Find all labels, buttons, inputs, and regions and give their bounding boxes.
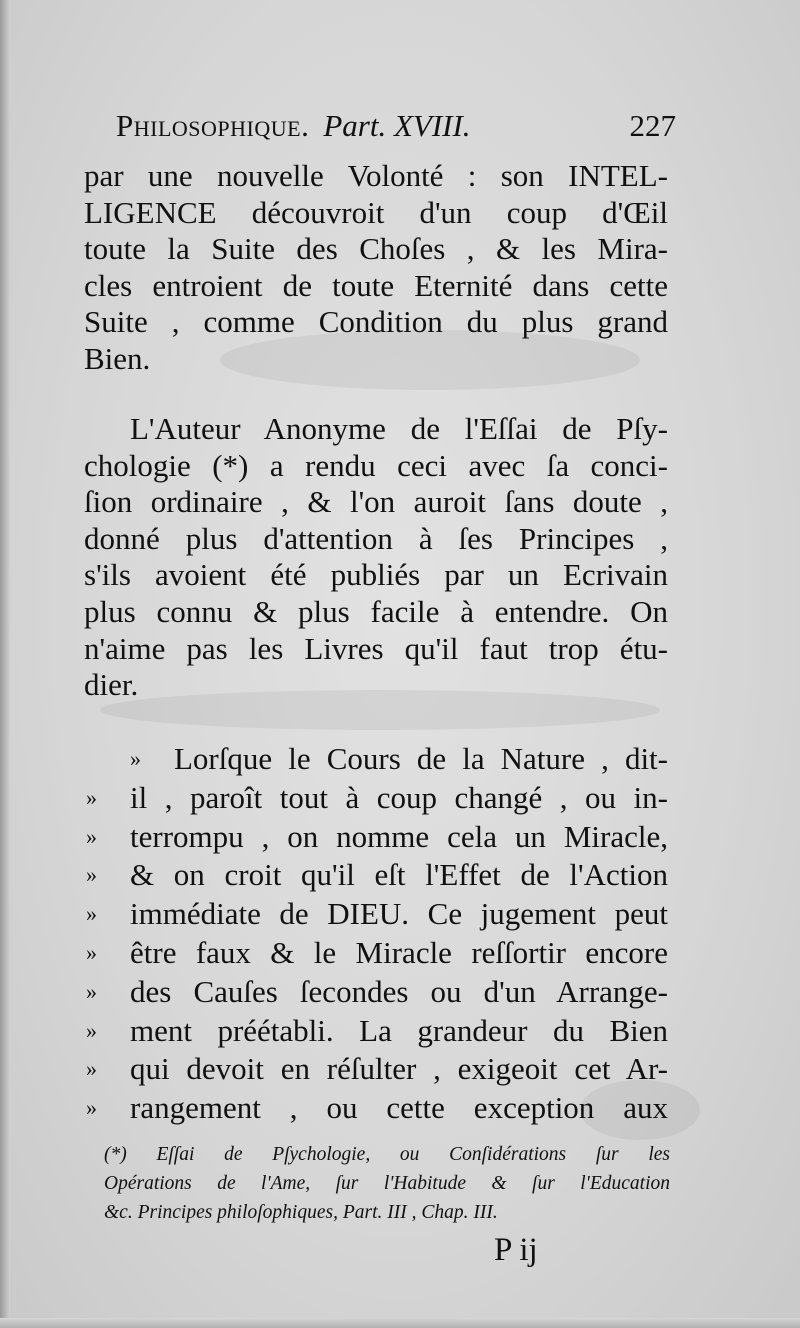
quote-mark: »	[86, 901, 97, 927]
text-line: toute la Suite des Choſes , & les Mira-	[84, 231, 668, 267]
quote-mark: »	[86, 1095, 97, 1121]
header-part: Part. XVIII.	[323, 108, 471, 143]
text-line: LIGENCE découvroit d'un coup d'Œil	[84, 194, 668, 230]
quote-line	[86, 1089, 668, 1128]
quote-line	[86, 779, 668, 818]
text-line: par une nouvelle Volonté : son INTEL-	[84, 158, 668, 193]
quote-line	[86, 740, 668, 779]
quote-text: & on croit qu'il eſt l'Effet de l'Action	[130, 857, 668, 893]
footnote-line: (*) Eſſai de Pſychologie, ou Conſidérations ſur les	[104, 1144, 670, 1165]
quote-text: ment préétabli. La grandeur du Bien	[130, 1012, 668, 1048]
quote-line	[86, 1012, 668, 1051]
text-line: Suite , comme Condition du plus grand	[84, 304, 668, 340]
quote-text: des Cauſes ſecondes ou d'un Arrange-	[130, 973, 668, 1009]
quote-text: immédiate de DIEU. Ce jugement peut	[130, 896, 668, 932]
text-line: dier.	[84, 667, 139, 703]
quote-mark: »	[86, 862, 97, 888]
paragraph-2	[84, 411, 668, 704]
text-line: chologie (*) a rendu ceci avec ſa conci-	[84, 447, 668, 483]
quotation	[86, 740, 668, 1128]
quote-line	[86, 818, 668, 857]
running-header	[116, 100, 676, 152]
footnote	[104, 1140, 670, 1227]
paragraph-1	[84, 158, 668, 378]
text-line: n'aime pas les Livres qu'il faut trop étu-	[84, 630, 668, 666]
header-title: Philosophique.	[116, 108, 310, 143]
quote-mark: »	[86, 1017, 97, 1043]
signature-mark: P ij	[494, 1232, 538, 1268]
quote-line	[86, 895, 668, 934]
quote-mark: »	[86, 978, 97, 1004]
footnote-line: &c. Principes philoſophiques, Part. III , Chap. III.	[104, 1202, 498, 1223]
text-line: Bien.	[84, 340, 151, 376]
page-bottom-shadow	[0, 1318, 800, 1328]
quote-mark: »	[86, 939, 97, 965]
text-line: s'ils avoient été publiés par un Ecrivain	[84, 557, 668, 593]
quote-text: qui devoit en réſulter , exigeoit cet Ar-	[130, 1051, 668, 1087]
quote-mark: »	[86, 1056, 97, 1082]
page-number: 227	[629, 108, 676, 143]
quote-line	[86, 973, 668, 1012]
quote-text: terrompu , on nomme cela un Miracle,	[130, 818, 668, 854]
quote-text: être faux & le Miracle reſſortir encore	[130, 934, 668, 970]
quote-text: Lorſque le Cours de la Nature , dit-	[174, 741, 668, 776]
quote-mark: »	[130, 746, 141, 771]
text-line: L'Auteur Anonyme de l'Eſſai de Pſy-	[130, 411, 668, 446]
quote-text: rangement , ou cette exception aux	[130, 1090, 668, 1126]
text-line: plus connu & plus facile à entendre. On	[84, 593, 668, 629]
quote-mark: »	[86, 784, 97, 810]
quote-line	[86, 856, 668, 895]
footnote-line: Opérations de l'Ame, ſur l'Habitude & ſur l'Education	[104, 1173, 670, 1194]
quote-line	[86, 934, 668, 973]
text-line: cles entroient de toute Eternité dans cette	[84, 267, 668, 303]
quote-mark: »	[86, 823, 97, 849]
quote-line	[86, 1050, 668, 1089]
text-line: ſion ordinaire , & l'on auroit ſans doute ,	[84, 484, 668, 520]
text-line: donné plus d'attention à ſes Principes ,	[84, 520, 668, 556]
page-edge-shadow	[0, 0, 10, 1328]
quote-text: il , paroît tout à coup changé , ou in-	[130, 779, 668, 815]
